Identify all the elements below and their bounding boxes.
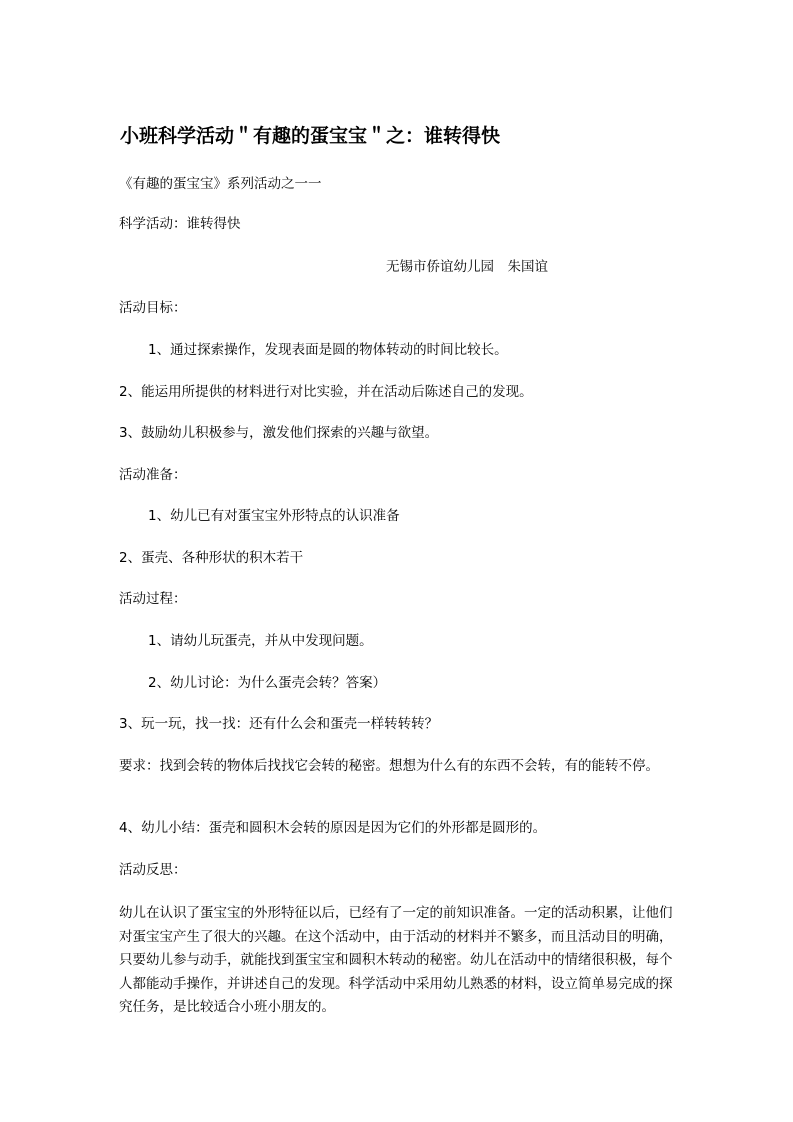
goal-item: 2、能运用所提供的材料进行对比实验，并在活动后陈述自己的发现。	[119, 384, 533, 400]
author-line: 无锡市侨谊幼儿园 朱国谊	[386, 259, 548, 275]
activity-name: 科学活动：谁转得快	[119, 216, 241, 232]
reflection-heading: 活动反思：	[119, 862, 187, 878]
preparation-item: 1、幼儿已有对蛋宝宝外形特点的认识准备	[148, 508, 400, 524]
process-summary: 4、幼儿小结：蛋壳和圆积木会转的原因是因为它们的外形都是圆形的。	[119, 820, 547, 836]
document-title: 小班科学活动＂有趣的蛋宝宝＂之：谁转得快	[120, 125, 501, 147]
process-item: 1、请幼儿玩蛋壳，并从中发现问题。	[148, 633, 373, 649]
process-item: 2、幼儿讨论：为什么蛋壳会转？答案）	[148, 675, 387, 691]
process-item: 3、玩一玩，找一找：还有什么会和蛋壳一样转转转？	[119, 716, 439, 732]
goals-heading: 活动目标：	[119, 300, 187, 316]
goal-item: 3、鼓励幼儿积极参与，激发他们探索的兴趣与欲望。	[119, 425, 439, 441]
goal-item: 1、通过探索操作，发现表面是圆的物体转动的时间比较长。	[148, 342, 508, 358]
process-requirement: 要求：找到会转的物体后找找它会转的秘密。想想为什么有的东西不会转，有的能转不停。	[119, 758, 659, 774]
process-heading: 活动过程：	[119, 591, 187, 607]
reflection-body: 幼儿在认识了蛋宝宝的外形特征以后，已经有了一定的前知识准备。一定的活动积累，让他们对蛋宝宝产生了很大的兴趣。在这个活动中，由于活动的材料并不繁多，而且活动目的明确，只要幼儿参与动手，就能找到蛋宝宝和圆积木转动的秘密。幼儿在活动中的情绪很积极，每个人都能动手操作，并讲述自己的发现。科学活动中采用幼儿熟悉的材料，设立简单易完成的探究任务，是比较适合小班小朋友的。	[119, 905, 673, 1015]
preparation-heading: 活动准备：	[119, 467, 187, 483]
preparation-item: 2、蛋壳、各种形状的积木若干	[119, 550, 304, 566]
series-line: 《有趣的蛋宝宝》系列活动之一一	[119, 176, 322, 192]
